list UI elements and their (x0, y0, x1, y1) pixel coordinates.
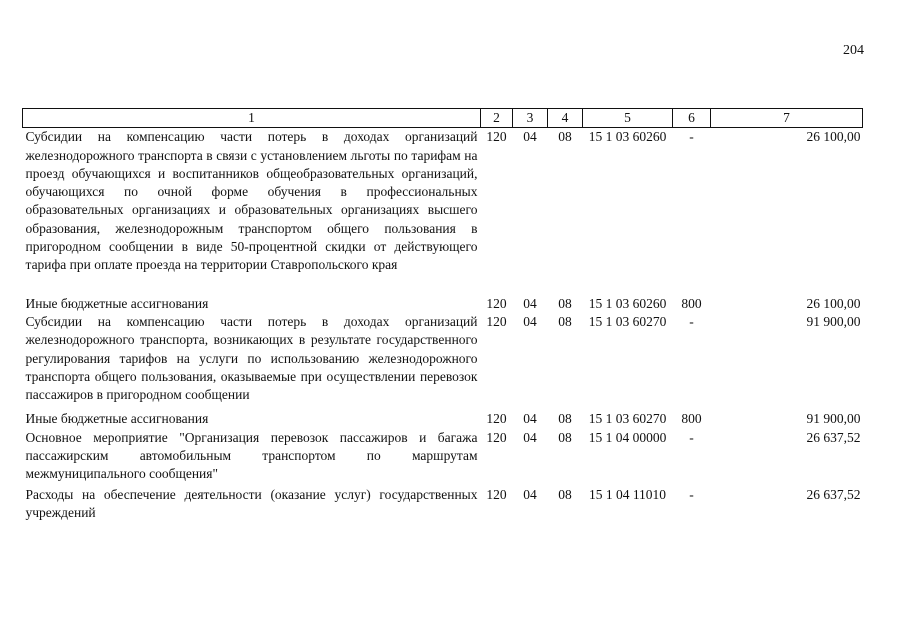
column-header-2: 2 (481, 109, 513, 128)
row-code-3: 04 (523, 486, 537, 502)
table-row (23, 313, 863, 410)
row-code-6: 800 (681, 295, 702, 311)
row-code-5: 15 1 03 60270 (588, 411, 667, 427)
table-row (23, 486, 863, 523)
table-row (23, 410, 863, 428)
row-code-4: 08 (558, 411, 572, 427)
column-header-3: 3 (513, 109, 548, 128)
column-header-1: 1 (23, 109, 481, 128)
row-code-5: 15 1 04 11010 (588, 486, 667, 502)
row-code-5: 15 1 03 60260 (588, 129, 667, 145)
row-code-6: 800 (681, 411, 702, 427)
row-description: Иные бюджетные ассигнования (25, 295, 209, 311)
row-code-6: - (689, 486, 694, 502)
row-amount: 26 100,00 (806, 295, 861, 311)
row-code-5: 15 1 03 60260 (588, 295, 667, 311)
row-code-3: 04 (523, 129, 537, 145)
row-code-6: - (689, 129, 694, 145)
column-header-6: 6 (673, 109, 711, 128)
row-code-3: 04 (523, 429, 537, 445)
row-code-6: - (689, 429, 694, 445)
row-amount: 26 100,00 (806, 129, 861, 145)
row-code-5: 15 1 03 60270 (588, 313, 667, 329)
row-code-2: 120 (486, 411, 507, 427)
table-row (23, 295, 863, 313)
row-code-4: 08 (558, 129, 572, 145)
row-code-3: 04 (523, 411, 537, 427)
row-description: Субсидии на компенсацию части потерь в доходах организаций железнодорожного транспорта, возникающих в результате государственного регулирования тарифов на услуги по использованию железнодорожного транспорта общего пользования, оказываемые при осуществлении перевозок пассажиров в пригородном сообщении (25, 313, 478, 403)
row-code-4: 08 (558, 429, 572, 445)
table-header (23, 109, 863, 128)
row-code-2: 120 (486, 129, 507, 145)
row-code-2: 120 (486, 486, 507, 502)
row-code-3: 04 (523, 313, 537, 329)
row-description: Расходы на обеспечение деятельности (оказание услуг) государственных учреждений (25, 486, 478, 520)
column-header-5: 5 (583, 109, 673, 128)
row-code-6: - (689, 313, 694, 329)
row-description: Иные бюджетные ассигнования (25, 411, 209, 427)
row-code-3: 04 (523, 295, 537, 311)
row-code-4: 08 (558, 313, 572, 329)
row-amount: 26 637,52 (806, 429, 861, 445)
row-code-5: 15 1 04 00000 (588, 429, 667, 445)
row-description: Субсидии на компенсацию части потерь в доходах организаций железнодорожного транспорта в связи с установлением льготы по тарифам на проезд обучающихся и воспитанников общеобразовательных организаций, обучающихся по очной форме обучения в профессиональных образовательных организациях и образовательных организациях высшего образования, железнодорожным транспортом общего пользования в пригородном сообщении в виде 50-процентной скидки от действующего тарифа при оплате проезда на территории Ставропольского края (25, 129, 478, 273)
row-code-2: 120 (486, 313, 507, 329)
row-amount: 91 900,00 (806, 411, 861, 427)
budget-table (22, 108, 863, 522)
row-code-2: 120 (486, 429, 507, 445)
row-amount: 26 637,52 (806, 486, 861, 502)
table-row (23, 128, 863, 295)
row-code-4: 08 (558, 486, 572, 502)
table-row (23, 429, 863, 486)
row-amount: 91 900,00 (806, 313, 861, 329)
page-number: 204 (843, 43, 864, 58)
row-code-4: 08 (558, 295, 572, 311)
row-description: Основное мероприятие "Организация перевозок пассажиров и багажа пассажирским автомобильным транспортом по маршрутам межмуниципального сообщения" (25, 429, 478, 482)
column-header-4: 4 (548, 109, 583, 128)
column-header-7: 7 (711, 109, 863, 128)
table-body (23, 128, 863, 522)
row-code-2: 120 (486, 295, 507, 311)
